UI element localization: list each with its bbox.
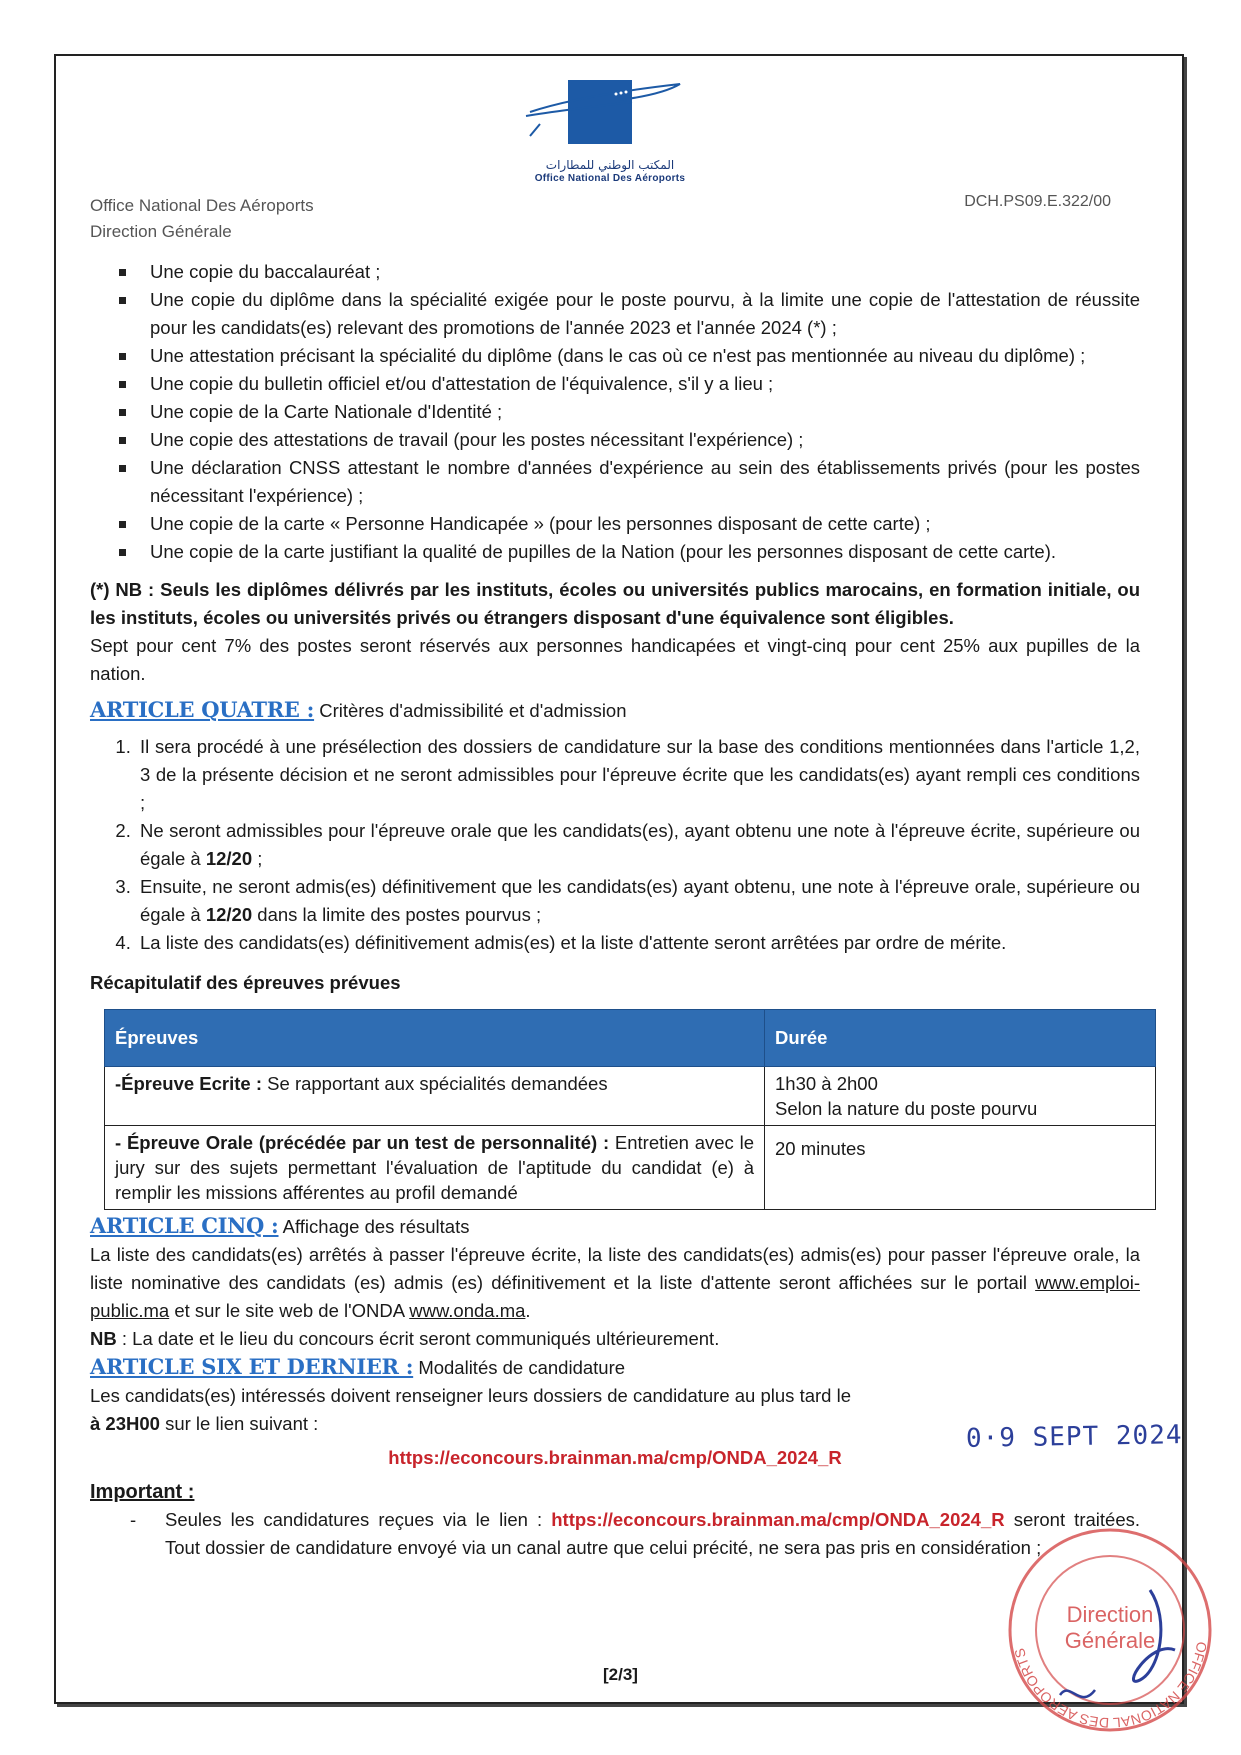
article-four-heading	[90, 696, 1140, 725]
nb-date-note: NB : La date et le lieu du concours écrit seront communiqués ultérieurement.	[90, 1328, 720, 1349]
list-item: 2. Ne seront admissibles pour l'épreuve orale que les candidats(es), ayant obtenu une note à l'épreuve écrite, supérieure ou égale à 12/20 ;	[136, 817, 1140, 873]
list-item: Une copie du bulletin officiel et/ou d'attestation de l'équivalence, s'il y a lieu ;	[150, 370, 1140, 398]
results-display-text: La liste des candidats(es) arrêtés à passer l'épreuve écrite, la liste des candidats(es) admis(es) pour passer l'épreuve orale, la liste nominative des candidats (es) admis (es) définitivement et la liste d'attente seront affichées sur le portail www.emploi-public.ma et sur le site web de l'ONDA www.onda.ma.	[90, 1244, 1140, 1321]
list-item: Une copie du diplôme dans la spécialité exigée pour le poste pourvu, à la limite une copie de l'attestation de réussite pour les candidats(es) relevant des promotions de l'année 2023 et l'année 2024 (*) ;	[150, 286, 1140, 342]
min-score: 12/20	[205, 904, 253, 925]
min-score: 12/20	[205, 848, 253, 869]
table-cell: -Épreuve Ecrite : Se rapportant aux spécialités demandées	[105, 1067, 765, 1126]
article-title: ARTICLE QUATRE :	[90, 697, 315, 722]
required-documents-list	[90, 258, 1140, 566]
table-row	[105, 1067, 1156, 1126]
seal-center-line1: Direction	[1066, 1602, 1154, 1627]
table-cell: - Épreuve Orale (précédée par un test de personnalité) : Entretien avec le jury sur des sujets permettant l'évaluation de l'aptitude du candidat (e) à remplir les missions afférentes au profil demandé	[105, 1126, 765, 1210]
list-item: Une copie de la Carte Nationale d'Identité ;	[150, 398, 1140, 426]
page-number: [2/3]	[603, 1665, 638, 1684]
important-heading: Important :	[90, 1481, 195, 1503]
nb-eligibility-note: (*) NB : Seuls les diplômes délivrés par les instituts, écoles ou universités publics marocains, en formation initiale, ou les instituts, écoles ou universités privés ou étrangers disposant d'une équivalence sont éligibles.	[90, 579, 1140, 628]
document-reference: DCH.PS09.E.322/00	[964, 193, 1111, 210]
application-url-link[interactable]: https://econcours.brainman.ma/cmp/ONDA_2024_R	[388, 1447, 842, 1468]
document-body	[90, 258, 1140, 1562]
article-six-heading	[90, 1353, 1140, 1382]
organization-block	[90, 193, 314, 245]
article-subtitle: Modalités de candidature	[418, 1357, 626, 1378]
column-header: Durée	[765, 1010, 1156, 1067]
seal-ring-text: OFFICE NATIONAL DES AÉROPORTS	[1011, 1640, 1211, 1732]
list-item: Une attestation précisant la spécialité du diplôme (dans le cas où ce n'est pas mentionnée au niveau du diplôme) ;	[150, 342, 1140, 370]
list-item: Une copie de la carte justifiant la qualité de pupilles de la Nation (pour les personnes disposant de cette carte).	[150, 538, 1140, 566]
important-note: - Seules les candidatures reçues via le lien : https://econcours.brainman.ma/cmp/ONDA_2024_R seront traitées. Tout dossier de candidature envoyé via un canal autre que celui précité, ne sera pas pris en considération ;	[90, 1506, 1140, 1562]
list-item: 1. Il sera procédé à une présélection des dossiers de candidature sur la base des conditions mentionnées dans l'article 1,2, 3 de la présente décision et ne seront admissibles pour l'épreuve écrite que les candidats(es) ayant rempli ces conditions ;	[136, 733, 1140, 817]
date-stamp: 0·9 SEPT 2024	[965, 1420, 1183, 1454]
table-cell: 1h30 à 2h00 Selon la nature du poste pourvu	[765, 1067, 1156, 1126]
list-item: 3. Ensuite, ne seront admis(es) définitivement que les candidats(es) ayant obtenu, une note à l'épreuve orale, supérieure ou égale à 12/20 dans la limite des postes pourvus ;	[136, 873, 1140, 929]
seal-center-line2: Générale	[1064, 1628, 1156, 1653]
table-cell: 20 minutes	[765, 1126, 1156, 1210]
article-title: ARTICLE SIX ET DERNIER :	[90, 1354, 414, 1379]
emploi-public-link[interactable]: www.emploi-public.ma	[90, 1272, 1140, 1321]
logo-french-text: Office National Des Aéroports	[534, 173, 686, 184]
criteria-list	[90, 733, 1140, 957]
recap-title: Récapitulatif des épreuves prévues	[90, 972, 401, 993]
tests-table	[104, 1009, 1156, 1210]
list-item: Une copie de la carte « Personne Handicapée » (pour les personnes disposant de cette carte) ;	[150, 510, 1140, 538]
quota-text: Sept pour cent 7% des postes seront réservés aux personnes handicapées et vingt-cinq pour cent 25% aux pupilles de la nation.	[90, 635, 1140, 684]
article-five-heading	[90, 1212, 1140, 1241]
org-name: Office National Des Aéroports	[90, 196, 314, 215]
table-header-row	[105, 1010, 1156, 1067]
article-subtitle: Affichage des résultats	[282, 1216, 470, 1237]
onda-website-link[interactable]: www.onda.ma	[409, 1300, 526, 1321]
article-subtitle: Critères d'admissibilité et d'admission	[319, 700, 627, 721]
application-url-link-2[interactable]: https://econcours.brainman.ma/cmp/ONDA_2024_R	[551, 1509, 1005, 1530]
article-title: ARTICLE CINQ :	[90, 1213, 279, 1238]
application-deadline-text: Les candidats(es) intéressés doivent renseigner leurs dossiers de candidature au plus tard le à 23H00 sur le lien suivant :	[90, 1385, 851, 1434]
org-direction: Direction Générale	[90, 222, 232, 241]
list-item: 4. La liste des candidats(es) définitivement admis(es) et la liste d'attente seront arrêtées par ordre de mérite.	[136, 929, 1140, 957]
table-row	[105, 1126, 1156, 1210]
official-seal	[1000, 1520, 1220, 1740]
list-item: Une copie du baccalauréat ;	[150, 258, 1140, 286]
column-header: Épreuves	[105, 1010, 765, 1067]
list-item: Une copie des attestations de travail (pour les postes nécessitant l'expérience) ;	[150, 426, 1140, 454]
logo-arabic-text: المكتب الوطني للمطارات	[545, 158, 675, 172]
list-item: Une déclaration CNSS attestant le nombre d'années d'expérience au sein des établissements privés (pour les postes nécessitant l'expérience) ;	[150, 454, 1140, 510]
